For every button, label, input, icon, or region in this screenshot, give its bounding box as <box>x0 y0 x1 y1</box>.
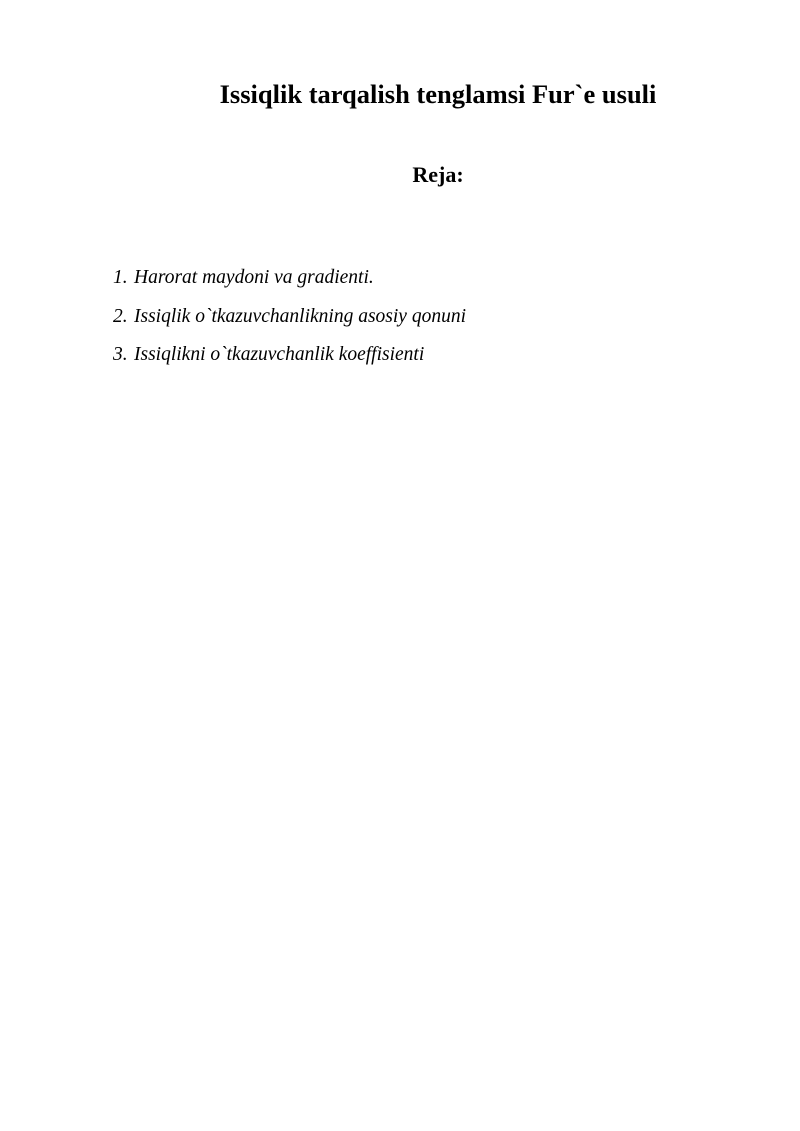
plan-item-number: 3. <box>113 344 128 365</box>
document-title: Issiqlik tarqalish tenglamsi Fur`e usuli <box>219 79 657 109</box>
plan-item-number: 1. <box>113 267 128 288</box>
plan-item-text: Harorat maydoni va gradienti. <box>134 267 374 288</box>
plan-heading: Reja: <box>412 162 464 187</box>
plan-item <box>113 303 466 342</box>
plan-item-text: Issiqlik o`tkazuvchanlikning asosiy qonuni <box>134 305 466 327</box>
plan-list <box>113 264 466 380</box>
plan-item <box>113 264 466 303</box>
plan-item-text: Issiqlikni o`tkazuvchanlik koeffisienti <box>134 344 425 365</box>
plan-item <box>113 341 466 380</box>
plan-item-number: 2. <box>113 305 128 327</box>
